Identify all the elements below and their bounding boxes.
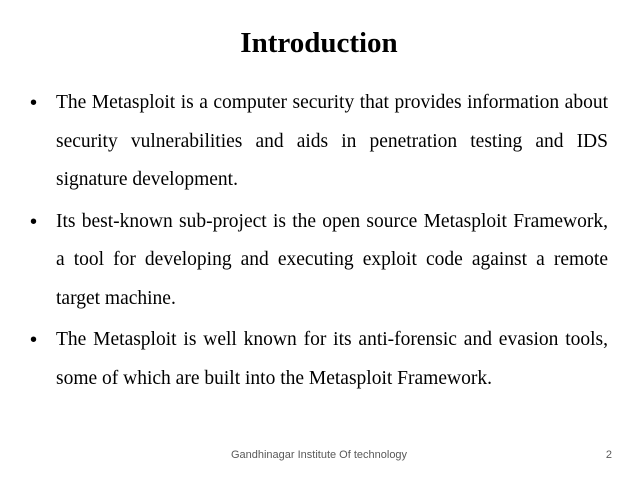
- slide-title: Introduction: [240, 27, 398, 59]
- bullet-item: [30, 84, 608, 200]
- page-number: 2: [605, 449, 612, 461]
- bullet-list: [30, 84, 608, 401]
- bullet-marker: •: [30, 92, 38, 114]
- bullet-text: The Metasploit is well known for its anti-forensic and evasion tools, some of which are built into the Metasploit Framework.: [56, 329, 608, 389]
- bullet-item: [30, 203, 608, 319]
- bullet-item: [30, 321, 608, 398]
- footer-institute: Gandhinagar Institute Of technology: [230, 449, 408, 461]
- bullet-text: The Metasploit is a computer security that provides information about security vulnerabilities and aids in penetration testing and IDS signature development.: [56, 92, 608, 190]
- bullet-text: Its best-known sub-project is the open source Metasploit Framework, a tool for developing and executing exploit code against a remote target machine.: [56, 210, 608, 309]
- bullet-marker: •: [30, 210, 38, 233]
- bullet-marker: •: [30, 329, 38, 351]
